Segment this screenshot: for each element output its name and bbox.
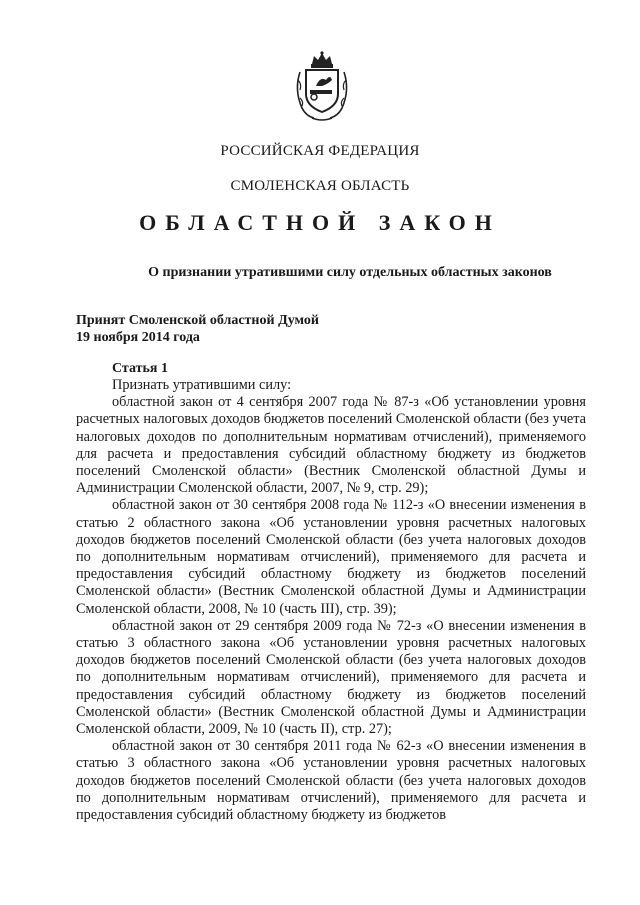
country-heading: РОССИЙСКАЯ ФЕДЕРАЦИЯ: [220, 143, 420, 159]
article-body: [76, 377, 586, 824]
adopted-by: Принят Смоленской областной Думой: [76, 313, 319, 328]
article-heading: Статья 1: [112, 361, 168, 376]
article-paragraph: областной закон от 30 сентября 2011 года № 62-з «О внесении изменения в статью 3 областного закона «Об установлении уровня расчетных налоговых доходов бюджетов поселений Смоленской области (без учета налоговых доходов по дополнительным нормативам отчислений), применяемого для расчета и предоставления субсидий областному бюджету из бюджетов: [76, 738, 586, 824]
article-paragraph: областной закон от 29 сентября 2009 года № 72-з «О внесении изменения в статью 3 областного закона «Об установлении уровня расчетных налоговых доходов бюджетов поселений Смоленской области (без учета налоговых доходов по дополнительным нормативам отчислений), применяемого для расчета и предоставления субсидий областному бюджету из бюджетов поселений Смоленской области» (Вестник Смоленской областной Думы и Администрации Смоленской области, 2009, № 10 (часть II), стр. 27);: [76, 617, 586, 738]
document-type-heading: ОБЛАСТНОЙ ЗАКОН: [139, 210, 501, 235]
adoption-date: 19 ноября 2014 года: [76, 330, 200, 345]
region-heading: СМОЛЕНСКАЯ ОБЛАСТЬ: [230, 178, 410, 194]
law-title: О признании утратившими силу отдельных областных законов: [148, 265, 552, 280]
article-paragraph: Признать утратившими силу:: [112, 377, 292, 393]
article-paragraph: областной закон от 4 сентября 2007 года № 87-з «Об установлении уровня расчетных налоговых доходов бюджетов поселений Смоленской области (без учета налоговых доходов по дополнительным нормативам отчислений), применяемого для расчета и предоставления субсидий областному бюджету из бюджетов поселений Смоленской области» (Вестник Смоленской областной Думы и Администрации Смоленской области, 2007, № 9, стр. 29);: [76, 394, 586, 497]
article-paragraph: областной закон от 30 сентября 2008 года № 112-з «О внесении изменения в статью 2 областного закона «Об установлении уровня расчетных налоговых доходов бюджетов поселений Смоленской области (без учета налоговых доходов по дополнительным нормативам отчислений), применяемого для расчета и предоставления субсидий областному бюджету из бюджетов поселений Смоленской области» (Вестник Смоленской областной Думы и Администрации Смоленской области, 2008, № 10 (часть III), стр. 39);: [76, 497, 586, 617]
coat-of-arms-icon: [292, 50, 352, 122]
